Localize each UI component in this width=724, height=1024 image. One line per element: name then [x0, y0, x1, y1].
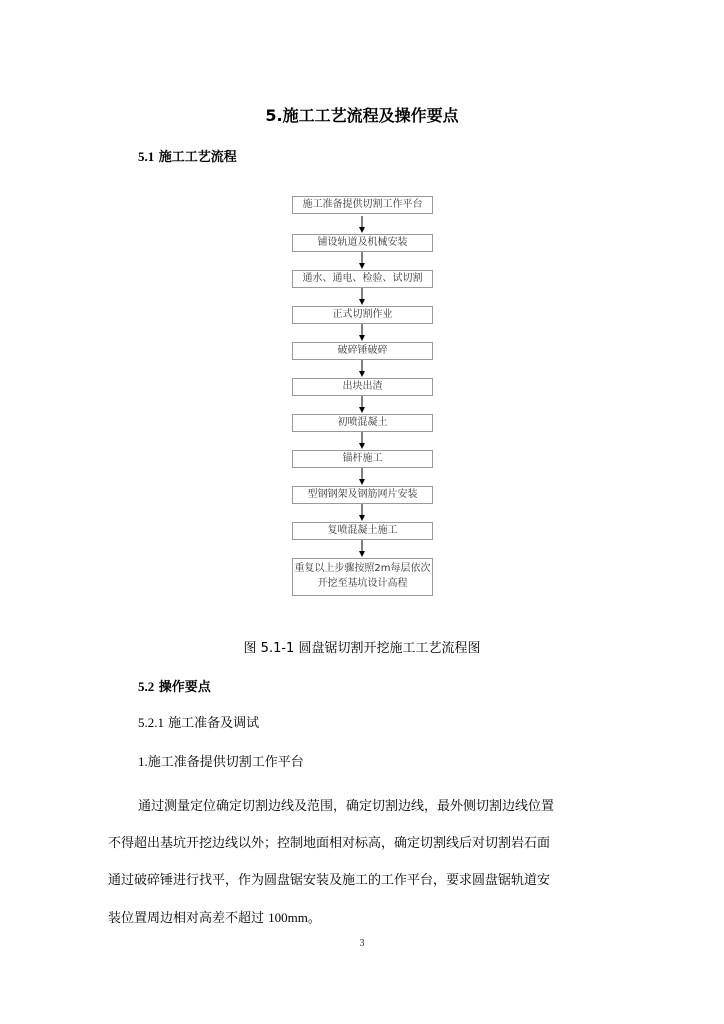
heading-number: 5.1: [138, 149, 155, 164]
paragraph-line: 不得超出基坑开挖边线以外；控制地面相对标高，确定切割线后对切割岩石面: [108, 836, 551, 851]
item-text: 施工准备提供切割工作平台: [147, 755, 304, 770]
heading-text: 操作要点: [154, 680, 211, 695]
heading-number: 5.2: [138, 679, 155, 694]
flow-arrow-icon: [358, 324, 366, 342]
flow-step: 通水、通电、检验、试切割: [292, 270, 433, 288]
flow-arrow-icon: [358, 468, 366, 486]
flow-step: 重复以上步骤按照2m每层依次开挖至基坑设计高程: [292, 558, 433, 596]
paragraph-line: 通过测量定位确定切割边线及范围，确定切割边线，最外侧切割边线位置: [138, 799, 555, 814]
flow-step: 初喷混凝土: [292, 414, 433, 432]
paragraph-punct: 。: [307, 911, 321, 926]
body-paragraph: [108, 788, 618, 937]
figure-caption: 图 5.1-1 圆盘锯切割开挖施工工艺流程图: [243, 641, 481, 656]
flow-arrow-icon: [358, 504, 366, 522]
flow-arrow-icon: [358, 288, 366, 306]
flow-step: 锚杆施工: [292, 450, 433, 468]
flow-arrow-icon: [358, 216, 366, 234]
flow-step: 出块出渣: [292, 378, 433, 396]
item-number: 1.: [138, 754, 148, 769]
flow-arrow-icon: [358, 396, 366, 414]
flow-step: 铺设轨道及机械安装: [292, 234, 433, 252]
heading-text: 施工准备及调试: [164, 716, 260, 731]
process-flowchart: [292, 196, 433, 596]
section-title: 5.施工工艺流程及操作要点: [265, 106, 459, 125]
paragraph-line: [108, 899, 618, 937]
flow-arrow-icon: [358, 252, 366, 270]
heading-number: 5.2.1: [138, 715, 164, 730]
page-number: 3: [359, 938, 365, 949]
flow-step: 施工准备提供切割工作平台: [292, 196, 433, 214]
flow-step: 型钢钢架及钢筋网片安装: [292, 486, 433, 504]
paragraph-text: 装位置周边相对高差不超过: [108, 911, 269, 926]
flow-step: 破碎锤破碎: [292, 342, 433, 360]
flow-step: 正式切割作业: [292, 306, 433, 324]
paragraph-line: 通过破碎锤进行找平，作为圆盘锯安装及施工的工作平台，要求圆盘锯轨道安: [108, 873, 551, 888]
flow-arrow-icon: [358, 540, 366, 558]
flow-arrow-icon: [358, 360, 366, 378]
subsection-heading-5-2: [138, 676, 211, 695]
paragraph-value: 100mm: [268, 910, 308, 925]
list-item-heading: [138, 751, 304, 770]
heading-text: 施工工艺流程: [154, 150, 237, 165]
subsection-heading-5-1: [138, 146, 237, 165]
flow-arrow-icon: [358, 432, 366, 450]
flow-step: 复喷混凝土施工: [292, 522, 433, 540]
subsection-heading-5-2-1: [138, 712, 259, 731]
